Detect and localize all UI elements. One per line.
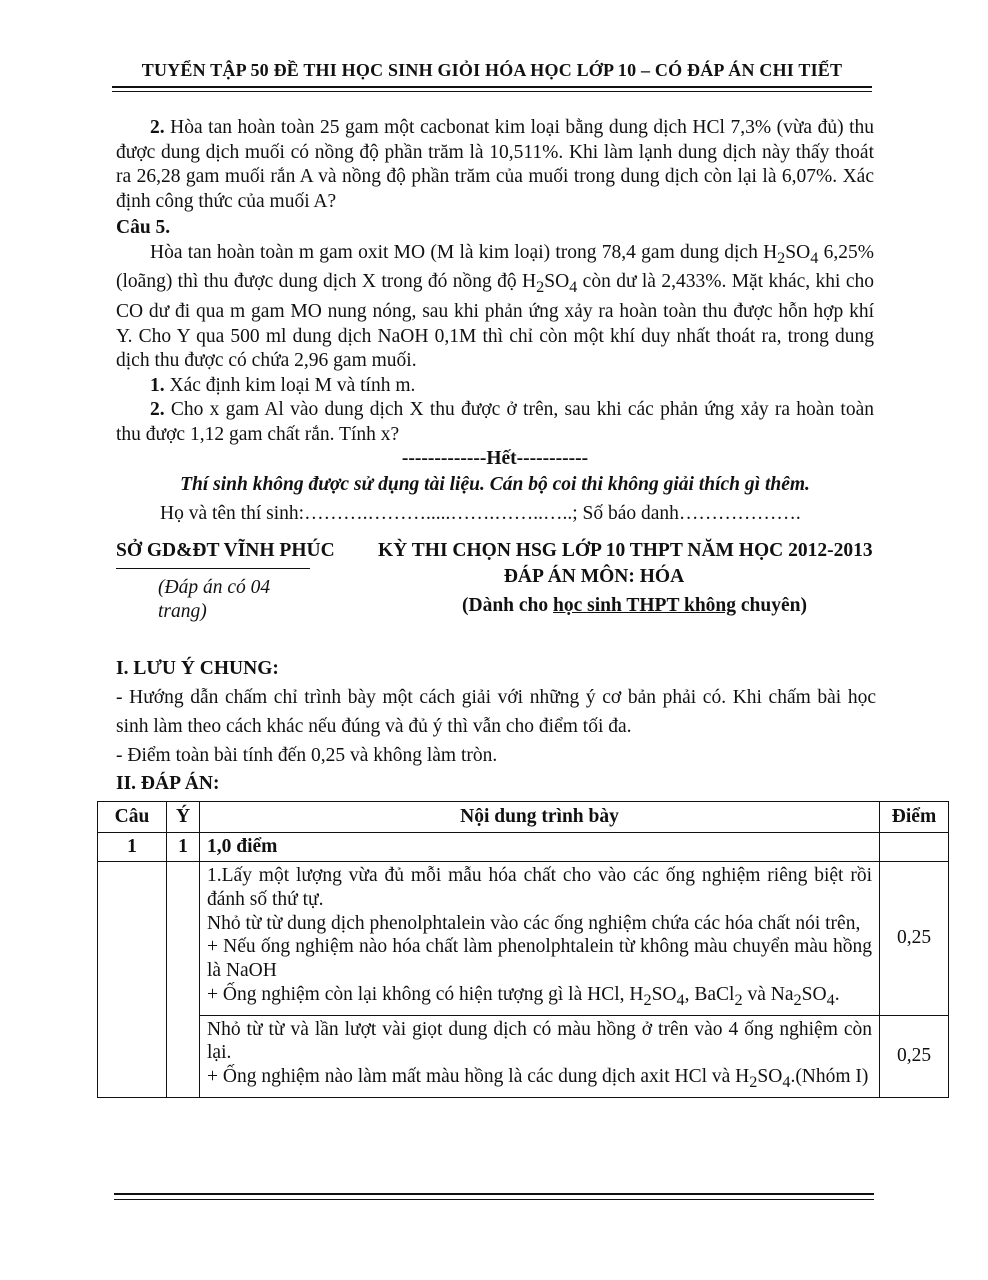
- exam-note: Thí sinh không được sử dụng tài liệu. Cán bộ coi thi không giải thích gì thêm.: [180, 473, 810, 495]
- header-cau: Câu: [98, 802, 167, 833]
- question-4-part-2: [116, 116, 874, 214]
- answer-table: [97, 801, 949, 1098]
- audience-note: (Dành cho học sinh THPT không chuyên): [462, 595, 807, 616]
- exam-body: [116, 116, 874, 527]
- footer-rule-thick: [114, 1193, 874, 1195]
- general-notes: [116, 654, 876, 798]
- header-y: Ý: [167, 802, 200, 833]
- cell-y-empty: [167, 862, 200, 1098]
- footer-rule-thin: [114, 1199, 874, 1200]
- page-header-title: TUYỂN TẬP 50 ĐỀ THI HỌC SINH GIỎI HÓA HỌC LỚP 10 – CÓ ĐÁP ÁN CHI TIẾT: [141, 60, 843, 80]
- cell-y: 1: [167, 833, 200, 862]
- question-5-title: Câu 5.: [116, 217, 171, 239]
- exam-name: KỲ THI CHỌN HSG LỚP 10 THPT NĂM HỌC 2012-2013: [378, 540, 873, 561]
- question-5-part-1: 1. Xác định kim loại M và tính m.: [150, 374, 416, 396]
- cell-content: 1.Lấy một lượng vừa đủ mỗi mẫu hóa chất cho vào các ống nghiệm riêng biệt rồi đánh số thứ tự. Nhỏ từ từ dung dịch phenolphtalein vào các ống nghiệm chứa các hóa chất nói trên, + Nếu ống nghiệm nào hóa chất làm phenolphtalein từ không màu chuyển màu hồng là NaOH + Ống nghiệm còn lại không có hiện tượng gì là HCl, $H_2SO_4$, BaCl$_2$ và $Na_2SO_4$.: [200, 862, 880, 1016]
- part-text: Hòa tan hoàn toàn 25 gam một cacbonat kim loại bằng dung dịch HCl 7,3% (vừa đủ) thu được dung dịch muối có nồng độ phần trăm là 10,511%. Khi làm lạnh dung dịch này thấy thoát ra 26,28 gam muối rắn A và nồng độ phần trăm của muối trong dung dịch còn lại là 6,07%. Xác định công thức của muối A?: [116, 117, 875, 212]
- cell-score: 0,25: [880, 862, 949, 1016]
- question-5-text: Hòa tan hoàn toàn m gam oxit MO (M là kim loại) trong 78,4 gam dung dịch $H_2SO_4$ 6,25% (loãng) thì thu được dung dịch X trong đó nồng độ $H_2SO_4$ còn dư là 2,433%. Mặt khác, khi cho CO dư đi qua m gam MO nung nóng, sau khi phản ứng xảy ra hoàn toàn thu được hỗn hợp khí Y. Cho Y qua 500 ml dung dịch NaOH 0,1M thì chỉ còn một khí duy nhất thoát ra, trong dung dịch thu được có chứa 2,96 gam muối.: [116, 241, 874, 372]
- department-name: SỞ GD&ĐT VĨNH PHÚC: [116, 540, 335, 561]
- page-count-note: (Đáp án có 04 trang): [158, 577, 271, 622]
- table-header-row: [98, 802, 949, 833]
- header-content: Nội dung trình bày: [200, 802, 880, 833]
- end-marker: -------------Hết-----------: [401, 447, 589, 469]
- candidate-line: Họ và tên thí sinh:……….……….....…….……..…..; Số báo danh……………….: [160, 503, 801, 525]
- general-bullet-2: - Điểm toàn bài tính đến 0,25 và không làm tròn.: [116, 745, 498, 766]
- part-number: 2.: [150, 117, 165, 138]
- cell-cau-empty: [98, 862, 167, 1098]
- department-underline: [116, 568, 310, 569]
- cell-content: Nhỏ từ từ và lần lượt vài giọt dung dịch có màu hồng ở trên vào 4 ống nghiệm còn lại. + Ống nghiệm nào làm mất màu hồng là các dung dịch axit HCl và $H_2SO_4.(Nhóm$ I): [200, 1015, 880, 1097]
- subject-title: ĐÁP ÁN MÔN: HÓA: [503, 566, 685, 587]
- cell-score: 0,25: [880, 1015, 949, 1097]
- general-title: I. LƯU Ý CHUNG:: [116, 658, 279, 679]
- table-row: [98, 833, 949, 862]
- answers-title: II. ĐÁP ÁN:: [116, 773, 220, 794]
- header-rule-thin: [112, 91, 872, 92]
- general-bullet-1: - Hướng dẫn chấm chỉ trình bày một cách giải với những ý cơ bản phải có. Khi chấm bài học sinh làm theo cách khác nếu đúng và đủ ý thì vẫn cho điểm tối đa.: [116, 687, 876, 737]
- cell-content: 1,0 điểm: [200, 833, 880, 862]
- question-5-part-2: 2. Cho x gam Al vào dung dịch X thu được ở trên, sau khi các phản ứng xảy ra hoàn toàn thu được 1,12 gam chất rắn. Tính x?: [116, 399, 875, 445]
- cell-cau: 1: [98, 833, 167, 862]
- table-row: [98, 862, 949, 1016]
- header-rule-thick: [112, 86, 872, 88]
- header-score: Điểm: [880, 802, 949, 833]
- table-row: [98, 1015, 949, 1097]
- cell-score-empty: [880, 833, 949, 862]
